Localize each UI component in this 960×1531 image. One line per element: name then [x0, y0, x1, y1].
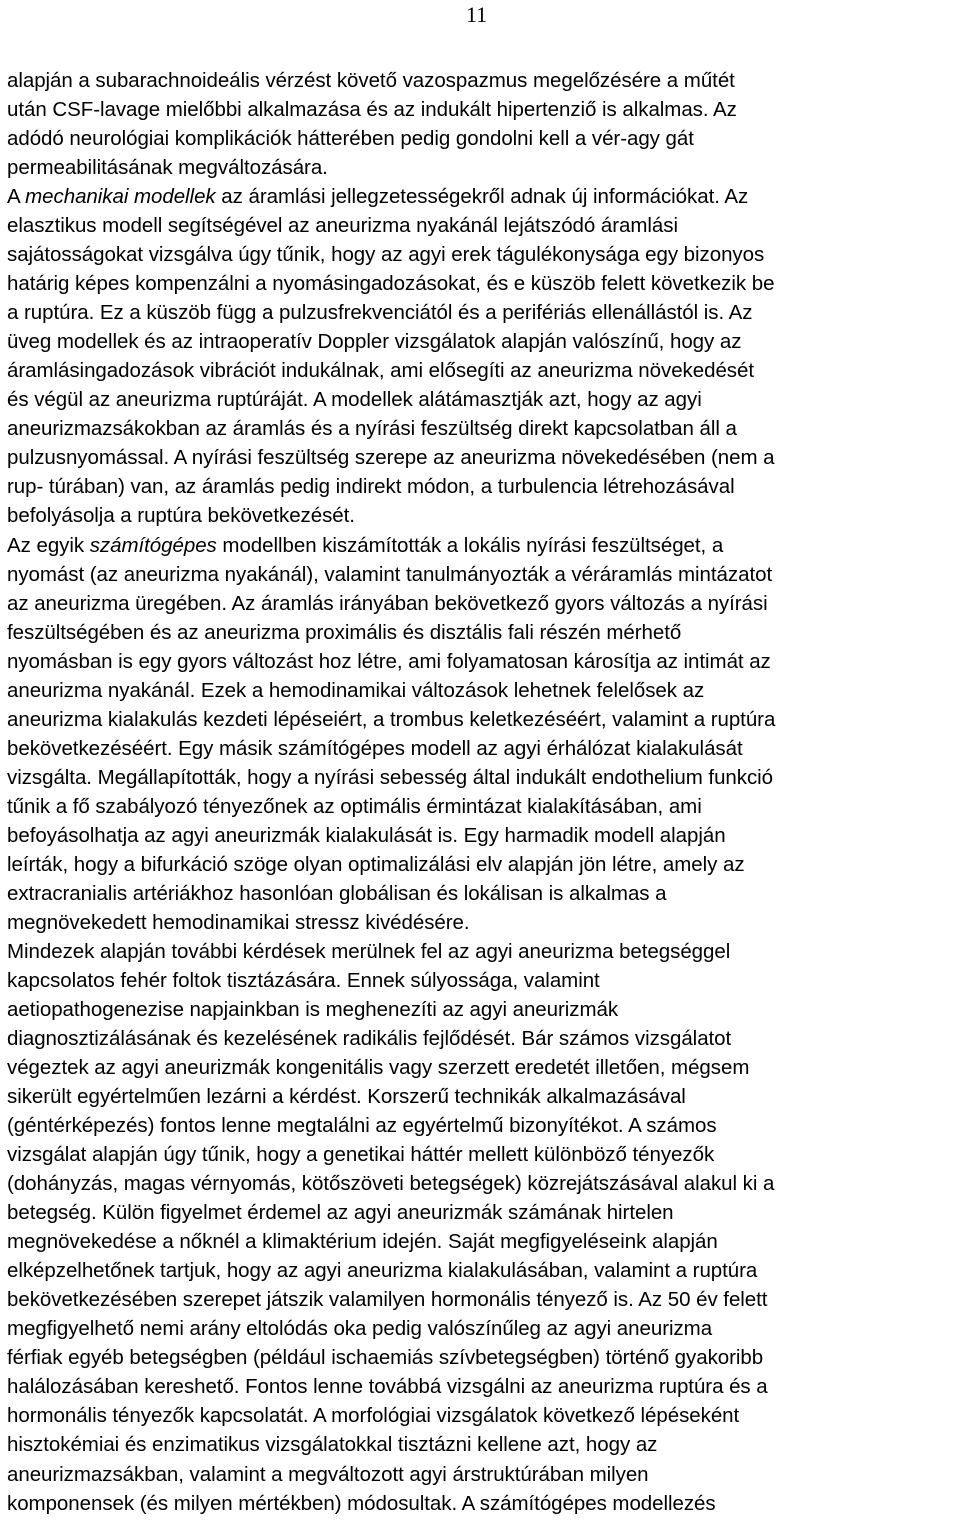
text-segment: elasztikus modell segítségével az aneurizma nyakánál lejátszódó áramlási: [7, 214, 678, 238]
text-line: [7, 763, 957, 792]
text-line: [7, 182, 957, 211]
text-line: [7, 124, 957, 153]
text-segment: Az egyik: [7, 533, 90, 557]
text-line: [7, 589, 957, 618]
text-line: [7, 792, 957, 821]
text-segment: A: [7, 185, 26, 209]
text-line: [7, 66, 957, 95]
text-segment: és végül az aneurizma ruptúráját. A modellek alátámasztják azt, hogy az agyi: [7, 388, 702, 412]
text-segment: a ruptúra. Ez a küszöb függ a pulzusfrekvenciától és a perifériás ellenállástól is. Az: [7, 301, 753, 325]
text-segment: (dohányzás, magas vérnyomás, kötőszöveti betegségek) közrejátszásával alakul ki a: [7, 1172, 775, 1196]
text-segment: bekövetkezésében szerepet játszik valamilyen hormonális tényező is. Az 50 év felett: [7, 1288, 768, 1312]
text-segment: aneurizmazsákban, valamint a megváltozott agyi árstruktúrában milyen: [7, 1462, 649, 1486]
text-line: [7, 443, 957, 472]
text-segment: feszültségében és az aneurizma proximális és disztális fali részén mérhető: [7, 620, 682, 644]
text-line: [7, 647, 957, 676]
text-segment: megnövekedése a nőknél a klimaktérium idején. Saját megfigyeléseink alapján: [7, 1230, 718, 1254]
text-line: [7, 1285, 957, 1314]
text-segment: áramlásingadozások vibrációt indukálnak, ami elősegíti az aneurizma növekedését: [7, 359, 754, 383]
text-line: [7, 1489, 957, 1518]
text-segment: (géntérképezés) fontos lenne megtalálni az egyértelmű bizonyítékot. A számos: [7, 1114, 717, 1138]
text-segment: megfigyelhető nemi arány eltolódás oka pedig valószínűleg az agyi aneurizma: [7, 1317, 713, 1341]
text-segment: adódó neurológiai komplikációk hátterében pedig gondolni kell a vér-agy gát: [7, 127, 694, 151]
text-segment: extracranialis artériákhoz hasonlóan globálisan és lokálisan is alkalmas a: [7, 881, 667, 905]
italic-term: mechanikai modellek: [25, 185, 216, 209]
italic-term: számítógépes: [89, 533, 217, 557]
text-line: [7, 560, 957, 589]
text-segment: tűnik a fő szabályozó tényezőnek az optimális érmintázat kialakításában, ami: [7, 794, 702, 818]
text-segment: pulzusnyomással. A nyírási feszültség szerepe az aneurizma növekedésében (nem a: [7, 446, 775, 470]
text-line: [7, 356, 957, 385]
text-segment: nyomást (az aneurizma nyakánál), valamint tanulmányozták a véráramlás mintázatot: [7, 562, 773, 586]
text-line: [7, 298, 957, 327]
text-segment: aneurizma nyakánál. Ezek a hemodinamikai változások lehetnek felelősek az: [7, 678, 705, 702]
text-segment: aneurizma kialakulás kezdeti lépéseiért, a trombus keletkezéséért, valamint a ruptúra: [7, 707, 776, 731]
text-line: [7, 937, 957, 966]
text-line: [7, 153, 957, 182]
text-line: [7, 1227, 957, 1256]
text-line: [7, 1024, 957, 1053]
text-line: [7, 1198, 957, 1227]
text-segment: sajátosságokat vizsgálva úgy tűnik, hogy az agyi erek tágulékonysága egy bizonyos: [7, 243, 765, 267]
text-segment: határig képes kompenzálni a nyomásingadozásokat, és e küszöb felett következik be: [7, 272, 775, 296]
text-line: [7, 966, 957, 995]
text-line: [7, 879, 957, 908]
text-segment: alapján a subarachnoideális vérzést követő vazospazmus megelőzésére a műtét: [7, 69, 735, 92]
text-line: [7, 1111, 957, 1140]
text-line: [7, 269, 957, 298]
text-line: [7, 414, 957, 443]
text-segment: betegség. Külön figyelmet érdemel az agyi aneurizmák számának hirtelen: [7, 1201, 674, 1225]
text-line: [7, 618, 957, 647]
page-number: 11: [466, 2, 488, 27]
text-line: [7, 1082, 957, 1111]
text-line: [7, 327, 957, 356]
text-segment: modellben kiszámították a lokális nyírási feszültséget, a: [216, 533, 724, 557]
text-line: [7, 240, 957, 269]
text-segment: megnövekedett hemodinamikai stressz kivédésére.: [7, 910, 470, 934]
text-segment: halálozásában kereshető. Fontos lenne továbbá vizsgálni az aneurizma ruptúra és a: [7, 1375, 768, 1399]
text-line: [7, 1343, 957, 1372]
text-line: [7, 1314, 957, 1343]
text-segment: az aneurizma üregében. Az áramlás irányában bekövetkező gyors változás a nyírási: [7, 591, 768, 615]
text-segment: rup- túrában) van, az áramlás pedig indirekt módon, a turbulencia létrehozásával: [7, 475, 735, 499]
text-line: [7, 1372, 957, 1401]
text-segment: férfiak egyéb betegségben (például ischaemiás szívbetegségben) történő gyakoribb: [7, 1346, 764, 1370]
text-line: [7, 1430, 957, 1459]
text-line: [7, 211, 957, 240]
text-segment: vizsgálat alapján úgy tűnik, hogy a genetikai háttér mellett különböző tényezők: [7, 1143, 715, 1167]
text-segment: hisztokémiai és enzimatikus vizsgálatokkal tisztázni kellene azt, hogy az: [7, 1433, 658, 1457]
text-line: [7, 501, 957, 530]
text-segment: komponensek (és milyen mértékben) módosultak. A számítógépes modellezés: [7, 1491, 716, 1515]
text-line: [7, 908, 957, 937]
text-segment: sikerült egyértelműen lezárni a kérdést. Korszerű technikák alkalmazásával: [7, 1085, 686, 1109]
text-line: [7, 821, 957, 850]
text-line: [7, 705, 957, 734]
text-segment: Mindezek alapján további kérdések merülnek fel az agyi aneurizma betegséggel: [7, 939, 731, 963]
text-segment: üveg modellek és az intraoperatív Doppler vizsgálatok alapján valószínű, hogy az: [7, 330, 742, 354]
text-segment: kapcsolatos fehér foltok tisztázására. Ennek súlyossága, valamint: [7, 968, 600, 992]
text-line: [7, 1140, 957, 1169]
text-line: [7, 850, 957, 879]
text-segment: diagnosztizálásának és kezelésének radikális fejlődését. Bár számos vizsgálatot: [7, 1027, 732, 1051]
text-line: [7, 531, 957, 560]
text-line: [7, 472, 957, 501]
text-line: [7, 1169, 957, 1198]
body-text: [7, 66, 957, 1518]
text-line: [7, 385, 957, 414]
text-segment: permeabilitásának megváltozására.: [7, 156, 328, 180]
text-segment: elképzelhetőnek tartjuk, hogy az agyi aneurizma kialakulásában, valamint a ruptúra: [7, 1259, 758, 1283]
text-segment: nyomásban is egy gyors változást hoz létre, ami folyamatosan károsítja az intimát az: [7, 649, 771, 673]
text-segment: aetiopathogenezise napjainkban is meghenezíti az agyi aneurizmák: [7, 998, 619, 1021]
text-line: [7, 1053, 957, 1082]
text-segment: után CSF-lavage mielőbbi alkalmazása és az indukált hipertenziő is alkalmas. Az: [7, 98, 737, 122]
text-line: [7, 734, 957, 763]
text-line: [7, 676, 957, 705]
text-line: [7, 1460, 957, 1489]
text-line: [7, 1401, 957, 1430]
text-segment: vizsgálta. Megállapították, hogy a nyírási sebesség által indukált endothelium funkció: [7, 765, 774, 789]
text-segment: hormonális tényezők kapcsolatát. A morfológiai vizsgálatok következő lépéseként: [7, 1404, 740, 1428]
text-segment: befoyásolhatja az agyi aneurizmák kialakulását is. Egy harmadik modell alapján: [7, 823, 726, 847]
text-segment: leírták, hogy a bifurkáció szöge olyan optimalizálási elv alapján jön létre, amely az: [7, 852, 745, 876]
text-segment: bekövetkezéséért. Egy másik számítógépes modell az agyi érhálózat kialakulását: [7, 736, 743, 760]
text-line: [7, 95, 957, 124]
text-segment: végeztek az agyi aneurizmák kongenitális vagy szerzett eredetét illetően, mégsem: [7, 1056, 750, 1080]
text-line: [7, 1256, 957, 1285]
text-segment: aneurizmazsákokban az áramlás és a nyírási feszültség direkt kapcsolatban áll a: [7, 417, 737, 441]
text-segment: befolyásolja a ruptúra bekövetkezését.: [7, 504, 355, 528]
text-line: [7, 995, 957, 1024]
text-segment: az áramlási jellegzetességekről adnak új információkat. Az: [215, 185, 749, 209]
